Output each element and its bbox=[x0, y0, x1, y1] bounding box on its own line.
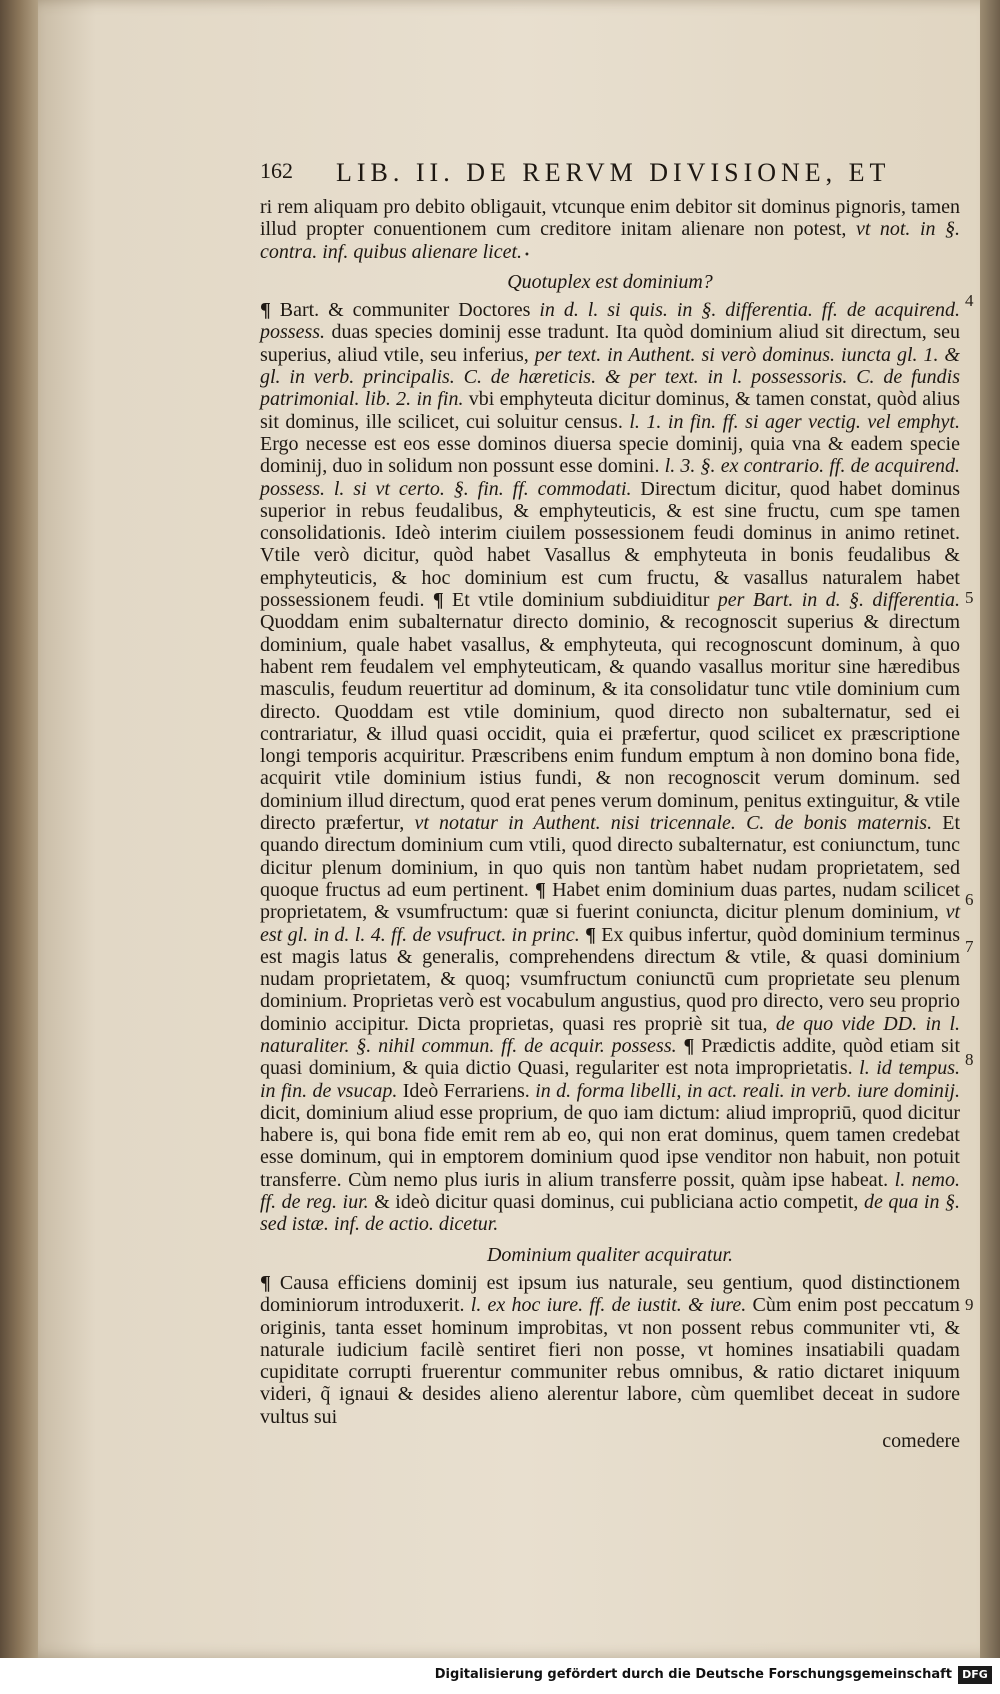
citation-text: per Bart. in d. §. differentia. bbox=[717, 589, 961, 612]
citation-text: de quo vide DD. in l. naturaliter. §. nihil commun. ff. de acquir. possess. bbox=[260, 1012, 960, 1057]
paragraph-mark: ¶ bbox=[260, 1271, 280, 1294]
text-run: dicit, dominium aliud esse proprium, de quo iam dictum: aliud impropriū, quod dicitur habere is, qui bona fide emit rem ab eo, qui non erat dominus, quem tamen credebat esse dominum, qui in emptorem dominium quod ipse venditor non habuit, non potuit transferre. Cùm nemo plus iuris in alium transferre possit, quàm ipse habeat. bbox=[260, 1101, 960, 1191]
text-run: duas species dominij esse tradunt. Ita quòd dominium aliud sit directum, seu superius, aliud vtile, seu inferius, bbox=[260, 321, 960, 366]
citation-text: l. id tempus. in fin. de vsucap. bbox=[260, 1057, 960, 1102]
text-run: Bart. & communiter Doctores bbox=[279, 299, 540, 322]
text-run: & ideò dicitur quasi dominus, cui publiciana actio competit, bbox=[368, 1191, 864, 1214]
page-content bbox=[260, 158, 960, 1453]
margin-number: 4 bbox=[965, 291, 974, 310]
text-run: Ergo necesse est eos esse dominos diuersa specie dominij, quia vna & eadem specie dominij, duo in solidum non possunt esse domini. bbox=[260, 432, 960, 478]
margin-number: 5 bbox=[965, 588, 974, 607]
folio-number: 162 bbox=[260, 158, 293, 183]
margin-number: 8 bbox=[965, 1050, 974, 1069]
text-run: ri rem aliquam pro debito obligauit, vtcunque enim debitor sit dominus pignoris, tamen illud propter conuentionem cum creditore initam alienare non potest, bbox=[260, 196, 960, 241]
page-edge bbox=[980, 0, 1000, 1658]
citation-text: in d. l. si quis. in §. differentia. ff. de acquirend. possess. bbox=[260, 299, 960, 344]
paragraph bbox=[260, 196, 960, 263]
section-heading: Dominium qualiter acquiratur. bbox=[486, 1243, 734, 1266]
citation-text: vt notatur in Authent. nisi tricennale. C. de bonis maternis. bbox=[414, 812, 933, 835]
text-run: Cùm enim post peccatum originis, tanta esset hominum improbitas, vt non possent rebus communiter vti, & naturale iudicium facilè sentiret fieri non posse, vt homines insatiabili quadam cupiditate corrupti fruerentur communiter rebus omnibus, & ratio dictaret iniquum videri, q̃ ignaui & desides alieno alerentur labore, cùm quemlibet deceat in sudore vultus sui bbox=[260, 1294, 960, 1428]
text-run: Ideò Ferrariens. bbox=[397, 1079, 536, 1102]
citation-text: per text. in Authent. si verò dominus. iuncta gl. 1. & gl. in verb. principalis. C. de hæreticis. & per text. in l. possessoris. C. de fundis patrimonial. lib. 2. in fin. bbox=[260, 343, 960, 411]
text-run: Causa efficiens dominij est ipsum ius naturale, seu gentium, quod distinctionem dominiorum introduxerit. bbox=[260, 1271, 961, 1317]
paragraph-mark: ¶ bbox=[260, 299, 280, 322]
citation-text: l. ex hoc iure. ff. de iustit. & iure. bbox=[470, 1294, 747, 1317]
digitization-footer bbox=[0, 1658, 1000, 1694]
paragraph-mark: ¶ bbox=[535, 878, 553, 901]
margin-number: 6 bbox=[965, 890, 974, 909]
text-run: vbi emphyteuta dicitur dominus, & tamen constat, quòd alius sit dominus, ille scilicet, cui soluitur census. bbox=[260, 388, 960, 433]
citation-text: vt not. in §. contra. inf. quibus alienare licet. bbox=[260, 218, 961, 263]
dfg-logo: DFG bbox=[958, 1666, 992, 1684]
margin-number: 9 bbox=[965, 1295, 974, 1314]
citation-text: l. 1. in fin. ff. si ager vectig. vel emphyt. bbox=[629, 410, 960, 433]
citation-text: de qua in §. sed istæ. inf. de actio. dicetur. bbox=[260, 1191, 961, 1236]
page-header bbox=[260, 158, 960, 196]
paragraph-mark: ¶ bbox=[683, 1034, 702, 1057]
paragraph-mark: ¶ bbox=[585, 923, 602, 946]
footer-credit: Digitalisierung gefördert durch die Deutsche Forschungsgemeinschaft bbox=[434, 1667, 952, 1682]
section-heading: Quotuplex est dominium? bbox=[507, 270, 713, 293]
text-run: Ex quibus infertur, quòd dominium terminus est magis latus & generalis, comprehendens directum & vtile, & quasi dominium nudam proprietatem, & quoq; vsumfructum coniunctū cum proprietate seu plenum dominium. Proprietas verò est vocabulum angustius, quod pro directo, vero seu proprio dominio accipitur. Dicta proprietas, quasi res propriè sit tua, bbox=[260, 923, 960, 1035]
running-head: LIB. II. DE RERVM DIVISIONE, ET bbox=[336, 158, 891, 187]
citation-text: l. nemo. ff. de reg. iur. bbox=[260, 1168, 960, 1214]
citation-text: in d. forma libelli, in act. reali. in verb. iure dominij. bbox=[535, 1079, 961, 1102]
paragraph bbox=[260, 1272, 960, 1428]
text-run: Quoddam enim subalternatur directo dominio, & recognoscit superius & directum dominium, quale habet vasallus, & emphyteuta, qui recognoscunt dominum, à quo habent rem feudalem vel emphyteuticam, & quando vasallus moritur sine hæredibus masculis, feudum reuertitur ad dominum, & ita consolidatur tunc vtile dominium cum directo. Quoddam est vtile dominium, quod directo non subalternatur, sed ei contrariatur, & illud quasi occidit, quia ei præfertur, quod scilicet ex præscriptione longi temporis acquiritur. Præscribens enim fundum emptum à non domino bona fide, acquirit vtile dominium istius fundi, & non recognoscit verum dominum. sed dominium illud directum, quod erat penes verum dominum, penitus extinguitur, & vtile directo præfertur, bbox=[260, 611, 960, 835]
text-run: Habet enim dominium duas partes, nudam scilicet proprietatem, & vsumfructum: quæ si fuerint coniuncta, dicitur plenum dominium, bbox=[260, 878, 960, 924]
book-spine bbox=[0, 0, 42, 1694]
body-text bbox=[260, 196, 960, 1428]
text-run: Et quando directum dominium cum vtili, quod directo subalternatur, est coniunctum, tunc dicitur plenum dominium, in quo quis non tantùm habet nudam proprietatem, sed quoque fructus ad eum pertinent. bbox=[260, 812, 961, 901]
ink-dot: • bbox=[524, 250, 530, 261]
text-run: Et vtile dominium subdiuiditur bbox=[452, 589, 718, 612]
text-run: Directum dicitur, quod habet dominus superior in rebus feudalibus, & emphyteuticis, & est sine fructu, cum spe tamen consolidationis. Ideò interim ciuilem possessionem feudi dominus in animo retinet. Vtile verò dicitur, quòd habet Vasallus & emphyteuta in bonis feudalibus & emphyteuticis, & hoc dominium est cum fructu, & vasallus naturalem habet possessionem feudi. bbox=[260, 477, 960, 612]
citation-text: vt est gl. in d. l. 4. ff. de vsufruct. in princ. bbox=[260, 901, 960, 946]
margin-number: 7 bbox=[965, 937, 974, 956]
catchword: comedere bbox=[882, 1430, 960, 1453]
paragraph bbox=[260, 299, 960, 1235]
text-run: Prædictis addite, quòd etiam sit quasi dominium, & quia dictio Quasi, regulariter est nota improprietatis. bbox=[260, 1034, 960, 1080]
paragraph-mark: ¶ bbox=[432, 589, 453, 612]
citation-text: l. 3. §. ex contrario. ff. de acquirend. possess. l. si vt certo. §. fin. ff. commodati. bbox=[260, 455, 960, 500]
